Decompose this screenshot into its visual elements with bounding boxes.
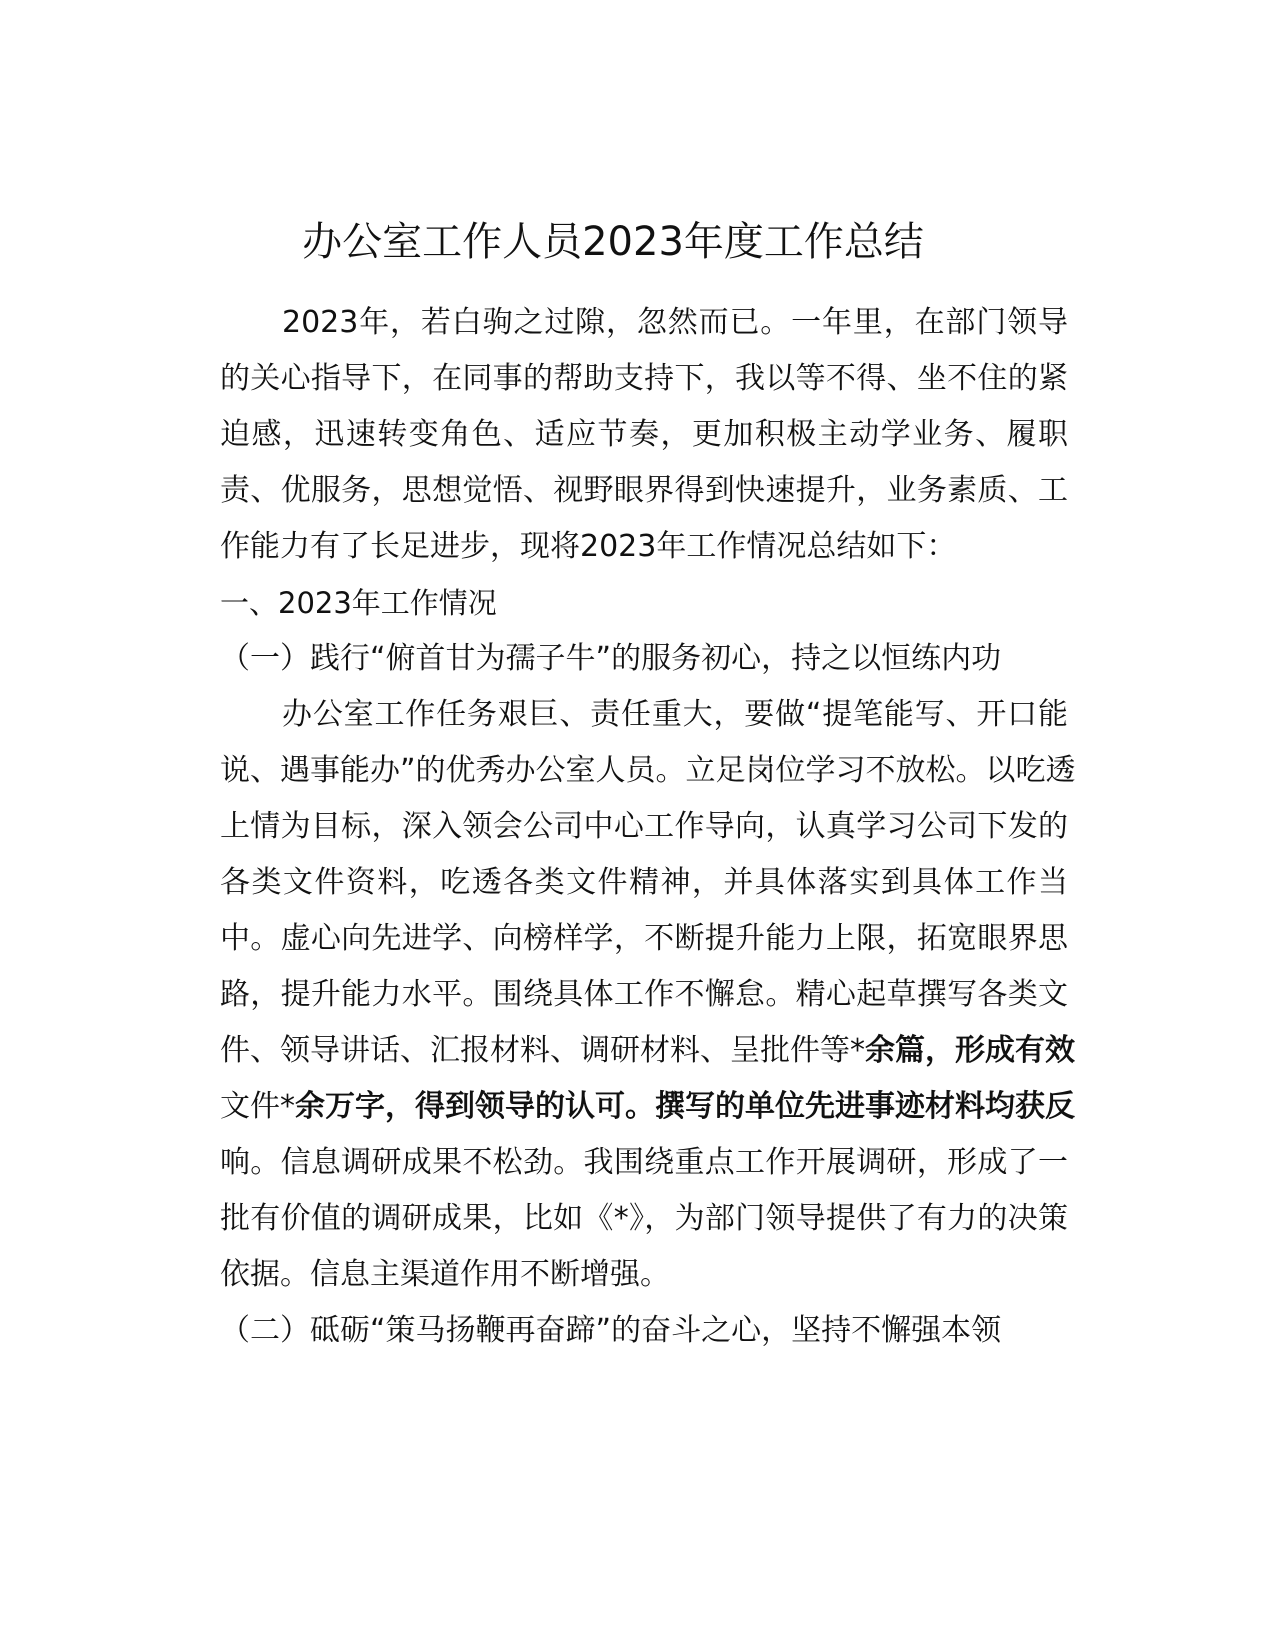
section-heading: 一、2023年工作情况: [220, 586, 497, 620]
subsection-heading: （二）砥砺“策马扬鞭再奋蹄”的奋斗之心，坚持不懈强本领: [220, 1313, 1002, 1348]
text-line: 迫感，迅速转变角色、适应节奏，更加积极主动学业务、履职: [220, 417, 1068, 452]
text-line: 上情为目标，深入领会公司中心工作导向，认真学习公司下发的: [220, 809, 1068, 844]
document-title: 办公室工作人员2023年度工作总结: [302, 219, 924, 265]
text-line: 作能力有了长足进步，现将2023年工作情况总结如下：: [220, 529, 957, 564]
text-span: 件、领导讲话、汇报材料、调研材料、呈批件等*: [220, 1033, 865, 1068]
text-line: 路，提升能力水平。围绕具体工作不懈怠。精心起草撰写各类文: [220, 977, 1068, 1012]
text-line: 2023年，若白驹之过隙，忽然而已。一年里，在部门领导: [282, 305, 1068, 340]
bold-text-span: 余篇，形成有效: [865, 1033, 1075, 1068]
text-line: 依据。信息主渠道作用不断增强。: [220, 1257, 670, 1292]
text-line: 批有价值的调研成果，比如《*》，为部门领导提供了有力的决策: [220, 1201, 1068, 1236]
body-paragraph: [158, 687, 1076, 1303]
text-line: 责、优服务，思想觉悟、视野眼界得到快速提升，业务素质、工: [220, 473, 1068, 508]
document-page: [158, 212, 1076, 1359]
text-line: [158, 1023, 1075, 1079]
text-line: 中。虚心向先进学、向榜样学，不断提升能力上限，拓宽眼界思: [220, 921, 1068, 956]
text-line: 各类文件资料，吃透各类文件精神，并具体落实到具体工作当: [220, 865, 1068, 900]
text-line: 办公室工作任务艰巨、责任重大，要做“提笔能写、开口能: [282, 697, 1068, 732]
text-line: [158, 1079, 1075, 1135]
text-span: 文件*: [220, 1089, 295, 1124]
text-line: 响。信息调研成果不松劲。我围绕重点工作开展调研，形成了一: [220, 1145, 1068, 1180]
subsection-heading: （一）践行“俯首甘为孺子牛”的服务初心，持之以恒练内功: [220, 641, 1002, 676]
intro-paragraph: [158, 295, 1068, 575]
bold-text-span: 余万字，得到领导的认可。撰写的单位先进事迹材料均获反: [295, 1089, 1075, 1124]
text-line: 的关心指导下，在同事的帮助支持下，我以等不得、坐不住的紧: [220, 361, 1068, 396]
text-line: 说、遇事能办”的优秀办公室人员。立足岗位学习不放松。以吃透: [220, 753, 1076, 788]
